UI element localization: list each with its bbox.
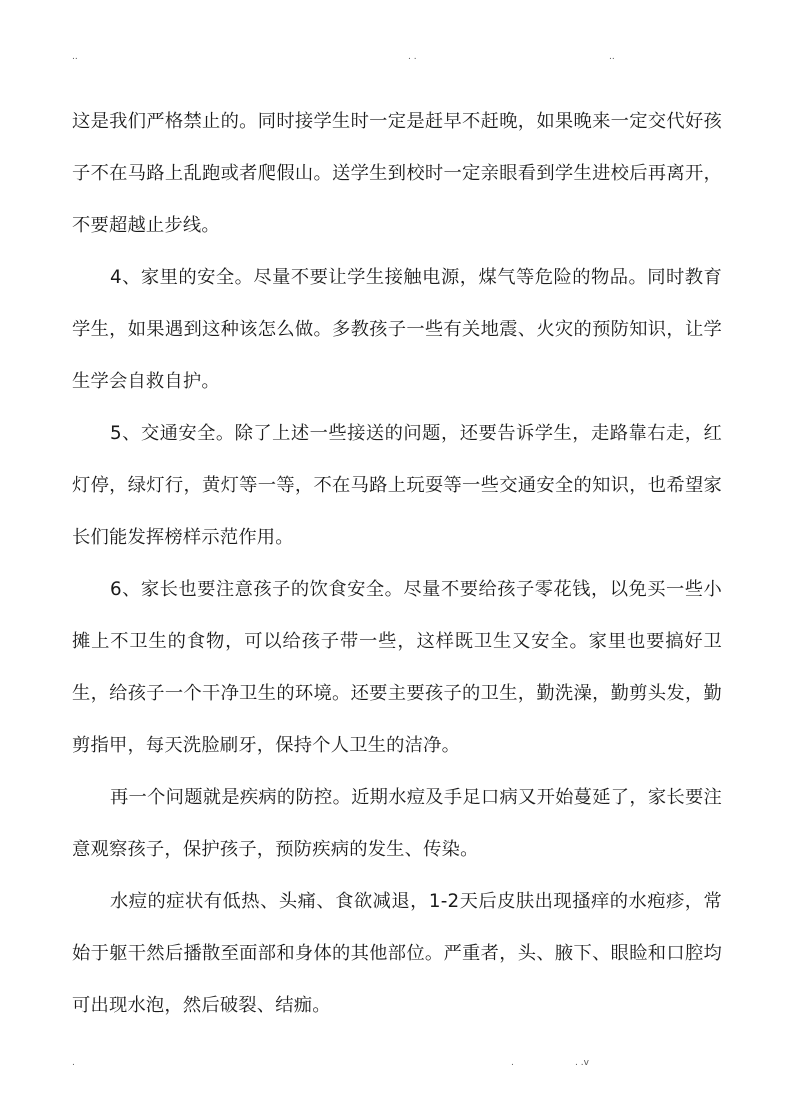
footer-mark-right: . .v xyxy=(575,1058,589,1068)
header-mark-center: . . xyxy=(408,52,417,62)
paragraph-2: 4、家里的安全。尽量不要让学生接触电源，煤气等危险的物品。同时教育学生，如果遇到这种该怎么做。多教孩子一些有关地震、火灾的预防知识，让学生学会自救自护。 xyxy=(72,267,722,392)
paragraph-4: 6、家长也要注意孩子的饮食安全。尽量不要给孩子零花钱，以免买一些小摊上不卫生的食物，可以给孩子带一些，这样既卫生又安全。家里也要搞好卫生，给孩子一个干净卫生的环境。还要主要孩子的卫生，勤洗澡，勤剪头发，勤剪指甲，每天洗脸刷牙，保持个人卫生的洁净。 xyxy=(72,579,722,756)
paragraph-1: 这是我们严格禁止的。同时接学生时一定是赶早不赶晚，如果晚来一定交代好孩子不在马路上乱跑或者爬假山。送学生到校时一定亲眼看到学生进校后再离开，不要超越止步线。 xyxy=(72,111,722,236)
header-mark-right: .. xyxy=(609,52,615,62)
paragraph-5: 再一个问题就是疾病的防控。近期水痘及手足口病又开始蔓延了，家长要注意观察孩子，保护孩子，预防疾病的发生、传染。 xyxy=(72,787,722,860)
paragraph-3: 5、交通安全。除了上述一些接送的问题，还要告诉学生，走路靠右走，红灯停，绿灯行，黄灯等一等，不在马路上玩耍等一些交通安全的知识，也希望家长们能发挥榜样示范作用。 xyxy=(72,423,722,548)
footer-mark-left: . xyxy=(72,1058,75,1068)
footer-mark-center: . xyxy=(511,1058,514,1068)
document-body xyxy=(72,96,722,1032)
paragraph-6: 水痘的症状有低热、头痛、食欲减退，1-2天后皮肤出现搔痒的水疱疹，常始于躯干然后播散至面部和身体的其他部位。严重者，头、腋下、眼睑和口腔均可出现水泡，然后破裂、结痂。 xyxy=(72,891,722,1016)
header-mark-left: .. xyxy=(72,52,78,62)
